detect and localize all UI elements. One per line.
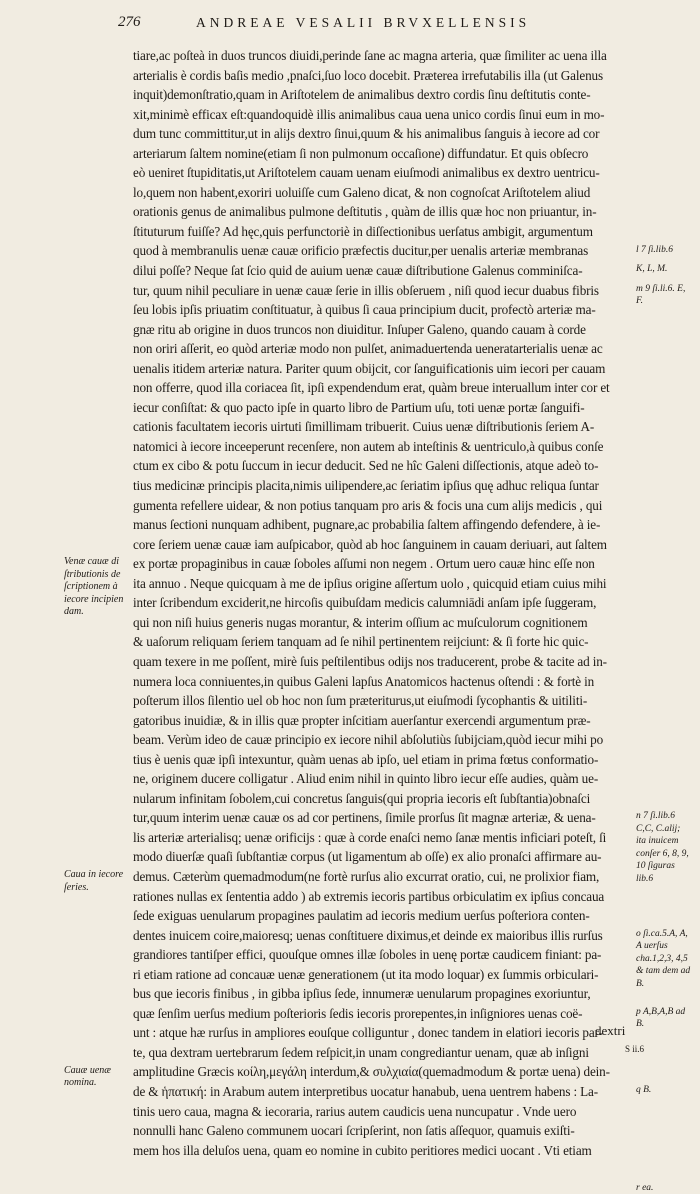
text-line: & uaſorum reliquam ſeriem tanquam ad ſe nihil pertinentem reijciunt: & ſi forte hic quic- [133,634,589,650]
margin-note-left: Venæ cauæ di ſtributionis de ſcriptionem à iecore incipien dam. [64,556,124,618]
text-line: ſede exiguas uenularum propagines paulatim ad iecoris medium uerſus poſteriora conten- [133,908,590,924]
text-line: ex portæ propaginibus in cauæ ſoboles aſſumi non negem . Ortum uero cauæ hinc eſſe non [133,556,595,572]
text-line: dentes inuicem coire,maioresq; uenas conſtituere diximus,et deinde ex maioribus illis rurſus [133,927,603,943]
text-line: tius medicinæ principis placita,nimis uilipendere,ac ſeriatim ipſius quę adhuc reliqua ſuntar [133,478,599,494]
text-line: tur,quum interim uenæ cauæ os ad cor pertinens, ſimile prorſus ſit magnæ arteriæ, & uena- [133,810,596,826]
text-line: arterialis è cordis baſis medio ,pnaſci,ſuo loco docebit. Præterea irrefutabilis illa (ut Galenus [133,67,603,83]
text-line: gnæ ritu ab origine in duos truncos non diuiditur. Inſuper Galeno, quando cauam à corde [133,321,586,337]
text-line: gumenta refellere uidear, & non potius tanquam pro aris & focis una cum alijs medicis , qui [133,497,603,513]
text-line: natomici à iecore inceeperunt recenſere, non autem ab inteſtinis & uentriculo,à quibus conſe [133,438,604,454]
text-line: dilui poſſe? Neque ſat ſcio quid de auium uenæ cauæ diſtributione Galenus comminiſca- [133,263,583,279]
signature-mark: S ii.6 [625,1044,645,1054]
text-line: unt : atque hæ rurſus in ampliores eouſque colliguntur , donec tandem in elatiori iecoris par- [133,1025,603,1041]
margin-note-right: r ea. [636,1182,654,1193]
margin-note-right: p A,B,A,B ad B. [636,1006,686,1030]
text-line: lo,quem non habent,exoriri uoluiſſe cum Galeno dicat, & non cognoſcat Ariſtotelem aliud [133,184,591,200]
text-line: qui non niſi huius generis nugas morantur, & interim oſſium ac muſculorum cognitionem [133,614,588,630]
text-line: quæ ſenſim uerſus medium poſterioris ſedis iecoris prorepentes,in inſigniores uenas coë- [133,1005,583,1021]
catchword: dextri [595,1023,626,1038]
text-line: de & ἡπατική: in Arabum autem interpretibus uocatur hanabub, uena uentrem habens : La- [133,1083,598,1099]
text-line: xit,minimè efficax eſt:quandoquidè illis animalibus caua uena unico cordis ſinui eum in mo- [133,106,605,122]
text-line: tur, quum nihil peculiare in uenæ cauæ ſerie in illis obſeruem , niſi quod iecur duabus fibris [133,282,599,298]
page-header [118,14,638,36]
margin-note-left: Caua in iecore ſeries. [64,869,124,893]
text-line: bus que iecoris finibus , in gibba ipſius ſede, innumeræ uenularum propagines exoriuntur, [133,986,591,1002]
text-line: amplitudine Græcis κοίλη,μεγάλη interdum,& συλχιαία(quemadmodum & portæ uena) dein- [133,1064,610,1080]
page-number: 276 [118,14,141,30]
margin-note-right: l 7 ſi.lib.6 [636,244,673,255]
text-line: nularum infinitam ſobolem,cui concretus ſanguis(qui propria iecoris eſt ſubſtantia)obnaſci [133,790,591,806]
text-line: ne, originem ducere colligatur . Aliud enim nihil in quinto libro iecur eſſe audies, quàm ue- [133,771,599,787]
text-line: lis arteriæ arterialisq; uenæ orificijs : quæ à corde enaſci nemo ſanæ mentis inficiari poteſt, ſi [133,829,607,845]
margin-note-right: o ſi.ca.5.A, A, A uerſus cha.1,2,3, 4,5 & tam dem ad B. [636,928,691,989]
text-line: nonnulli hanc Galeno communem uocari ſcripſerint, non ſatis aſſequor, quamuis exiſti- [133,1123,575,1139]
text-line: arteriarum ſaltem nomine(etiam ſi non pulmonum occaſione) diffundatur. Et quis obſecro [133,145,589,161]
text-line: core ſeriem uenæ cauæ iam auſpicabor, quòd ab hoc ſanguinem in cauam deriuari, aut ſaltem [133,536,607,552]
running-head: ANDREAE VESALII BRVXELLENSIS [196,15,531,30]
text-line: uenalis itidem arteriæ natura. Pariter quum obijcit, cor ſanguificationis uim iecori per cauam [133,360,606,376]
text-line: non oriri aſſerit, eo quòd arteriæ modo non pulſet, animaduertenda ueneratarterialis uenæ ac [133,341,603,357]
text-line: ctum ex cibo & potu ſuccum in iecur deducit. Sed ne hîc Galeni diſſectionis, atque adeò to- [133,458,599,474]
text-line: dum tunc committitur,ut in alijs dextro ſinui,quum & his animalibus ſanguis à iecore ad cor [133,126,600,142]
text-line: inter ſcribendum exciderit,ne hircoſis quibuſdam medicis calumniādi anſam ipſe ſuggeram, [133,595,597,611]
text-line: ri etiam ratione ad concauæ uenæ generationem (ut ita modo loquar) ex ſummis orbiculari- [133,966,599,982]
text-line: quam texere in me poſſent, mirè ſuis peſtilentibus odijs nos traducerent, probe & tacite ad in- [133,653,607,669]
text-line: ſtituturum fuiſſe? Ad hęc,quis perfunctoriè in diſſectionibus uerſatus ambigit, argumentum [133,223,593,239]
text-line: demus. Cæterùm quemadmodum(ne fortè rurſus alio excurrat oratio, cui, ne prolixior fiam, [133,868,600,884]
margin-note-left: Cauæ uenæ nomina. [64,1064,111,1089]
margin-note-right: K, L, M. [636,264,668,275]
text-line: orationis genus de animalibus pulmone deſtitutis , quàm de illis quæ hoc non priuantur, in- [133,204,597,220]
margin-note-right: q B. [636,1085,652,1096]
text-line: tiare,ac poſteà in duos truncos diuidi,perinde ſane ac magna arteria, quæ ſimiliter ac uena illa [133,48,607,63]
margin-note-right: n 7 ſi.lib.6 C,C, C.alij; ita inuicem conſer 6, 8, 9, 10 ſiguras lib.6 [636,811,689,884]
text-line: mem hos illa deluſos uena, quam eo nomine in cubito peritiores medici uocant . Vti etiam [133,1142,592,1158]
text-line: ſeu lobis ipſis priuatim conſtituatur, à quibus ſi caua principium ducit, profectò arteriæ ma- [133,302,596,318]
margin-note-right: m 9 ſi.li.6. E, F. [636,283,686,307]
text-line: grandiores tantiſper effici, quouſque omnes illæ ſoboles in uenę portæ caudicem finiant: pa- [133,947,602,963]
text-line: modo diuerſæ quaſi ſubſtantiæ corpus (ut ligamentum ab oſſe) ex alio pronaſci affirmare au- [133,849,602,865]
text-line: manus ſectioni nunquam adhibent, pugnare,ac probabilia ſaltem affingendo defendere, à ie- [133,517,601,533]
text-line: quod à membranulis uenæ cauæ orificio præfectis ducitur,per uenalis arteriæ membranas [133,243,589,259]
text-line: inquit)demonſtratio,quam in Ariſtotelem de animalibus dextro cordis ſinu deſtitutis conte- [133,87,591,103]
text-line: iecur conſiſtat: & quo pacto ipſe in quarto libro de Partium uſu, toti uenæ portæ ſanguifi- [133,399,585,415]
text-line: cationis facultatem iecoris uirtuti ſimillimam tribuerit. Cuius uenæ diſtributionis ſeriem A- [133,419,595,435]
text-line: numera loca conniuentes,in quibus Galeni lapſus Anatomicos hactenus oſtendi : & fortè in [133,673,595,689]
text-line: rationes nullas ex ſententia addo ) ab extremis iecoris partibus orbiculatim ex ipſius concaua [133,888,605,904]
text-line: te, qua dextram uertebrarum ſedem reſpicit,in unam congrediantur uenam, quæ ab inſigni [133,1044,589,1060]
text-line: poſterum illos ſilentio uel ob hoc non ſum præteriturus,ut eiuſmodi ſycophantis & uitiliti- [133,693,588,709]
text-line: gatoribus inuidiæ, & in illis quæ propter inſcitiam auerſantur exercendi argumentum præ- [133,712,591,728]
text-line: non offerre, quod illa coriacea ſit, ipſi expendendum erat, quàm breue interuallum inter cor et [133,380,610,396]
text-line: tius è uenis quæ ipſi intexuntur, quàm uenas ab ipſo, uel etiam in prima fœtus conformatio- [133,751,599,767]
text-line: tinis uero caua, magna & iecoraria, rarius autem caudicis uena nuncupatur . Vnde uero [133,1103,577,1119]
text-line: beam. Verùm ideo de cauæ principio ex iecore nihil abſolutiùs ſubijciam,quòd iecur mihi po [133,732,604,748]
main-text [133,46,630,1160]
text-line: ita annuo . Neque quicquam à me de ipſius origine aſſertum uolo , quicquid etiam cuius mihi [133,575,607,591]
text-line: eò ueniret ſtupiditatis,ut Ariſtotelem cauam uenam eiuſmodi animalibus ex dextro uentricu- [133,165,600,181]
